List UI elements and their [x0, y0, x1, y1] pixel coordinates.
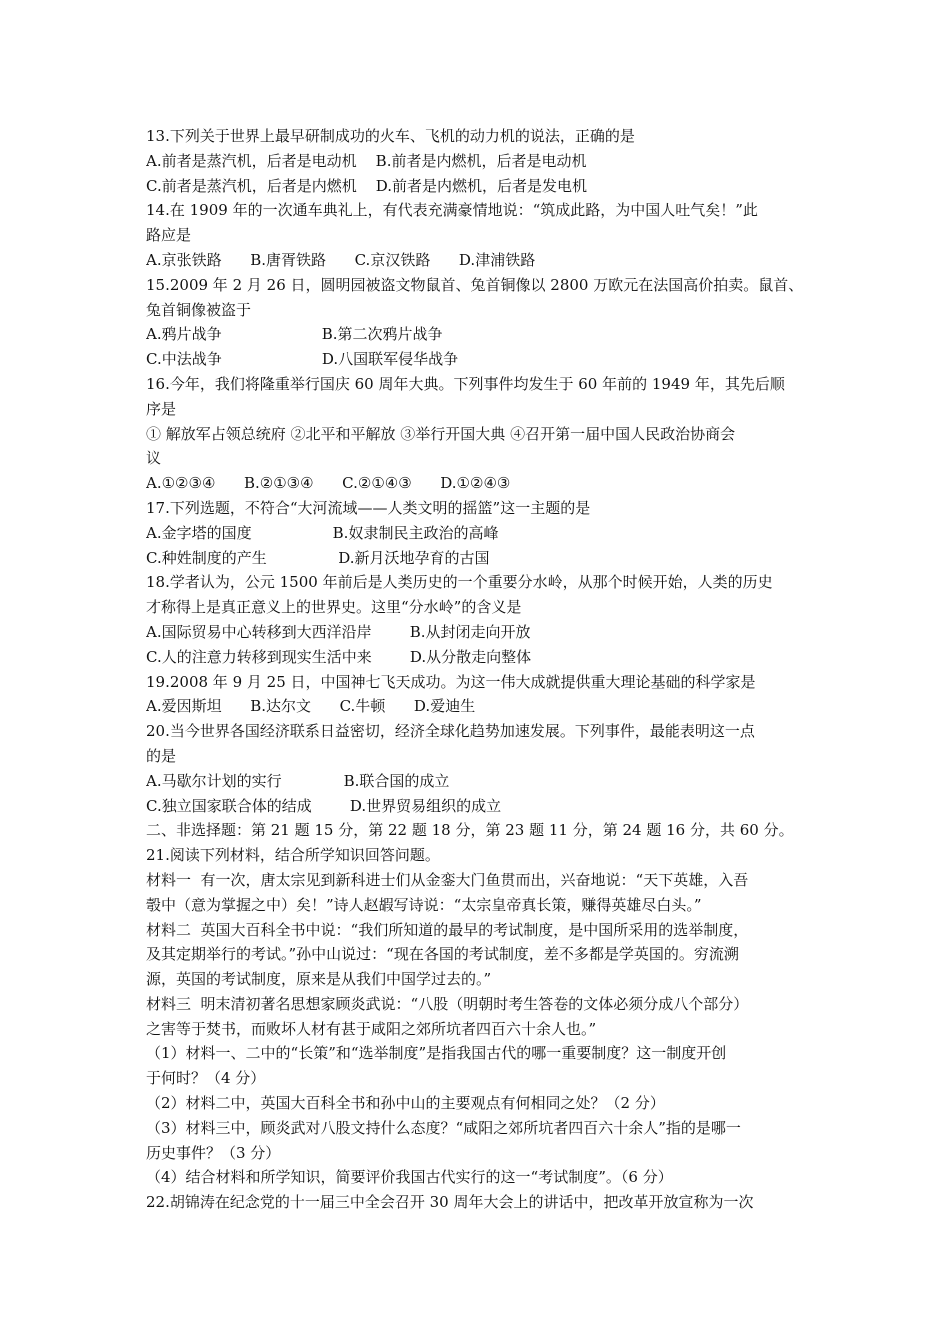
text-line-material-2: 材料二 英国大百科全书中说：“我们所知道的最早的考试制度，是中国所采用的选举制度，: [146, 920, 749, 939]
text-line-18-question-cont: 才称得上是真正意义上的世界史。这里“分水岭”的含义是: [146, 598, 522, 617]
text-line-21-sub-1-cont: 于何时？（4 分）: [146, 1069, 266, 1088]
text-line-20-question: 20.当今世界各国经济联系日益密切，经济全球化趋势加速发展。下列事件，最能表明这一点: [146, 722, 755, 741]
text-line-17-question: 17.下列选题，不符合“大河流域——人类文明的摇篮”这一主题的是: [146, 498, 591, 517]
text-line-13-question: 13.下列关于世界上最早研制成功的火车、飞机的动力机的说法，正确的是: [146, 127, 635, 145]
text-line-14-options: A.京张铁路 B.唐胥铁路 C.京汉铁路 D.津浦铁路: [146, 250, 536, 269]
text-line-20-options-cd: C.独立国家联合体的结成 D.世界贸易组织的成立: [146, 796, 502, 815]
text-line-material-1-cont: 彀中（意为掌握之中）矣！”诗人赵嘏写诗说：“太宗皇帝真长策，赚得英雄尽白头。”: [146, 895, 702, 914]
text-line-14-question-cont: 路应是: [146, 226, 192, 245]
text-line-material-3: 材料三 明末清初著名思想家顾炎武说：“八股（明朝时考生答卷的文体必须分成八个部分）: [146, 994, 749, 1013]
text-line-18-options-ab: A.国际贸易中心转移到大西洋沿岸 B.从封闭走向开放: [146, 622, 531, 641]
text-line-22-question: 22.胡锦涛在纪念党的十一届三中全会召开 30 周年大会上的讲话中，把改革开放宣称为一次: [146, 1193, 754, 1212]
text-line-17-options-ab: A.金字塔的国度 B.奴隶制民主政治的高峰: [146, 523, 499, 542]
text-line-16-options: A.①②③④ B.②①③④ C.②①④③ D.①②④③: [146, 474, 511, 493]
text-line-16-events: ① 解放军占领总统府 ②北平和平解放 ③举行开国大典 ④召开第一届中国人民政治协商会: [146, 424, 736, 443]
text-line-16-question-cont: 序是: [146, 399, 177, 418]
text-line-15-question-cont: 兔首铜像被盗于: [146, 300, 252, 319]
text-line-21-sub-3-cont: 历史事件？（3 分）: [146, 1143, 281, 1162]
text-line-material-2-cont2: 源，英国的考试制度，原来是从我们中国学过去的。”: [146, 970, 492, 989]
text-line-16-events-cont: 议: [146, 449, 162, 468]
text-line-18-options-cd: C.人的注意力转移到现实生活中来 D.从分散走向整体: [146, 647, 532, 666]
text-line-13-options-ab: A.前者是蒸汽机，后者是电动机 B.前者是内燃机，后者是电动机: [146, 151, 587, 170]
text-line-18-question: 18.学者认为，公元 1500 年前后是人类历史的一个重要分水岭，从那个时候开始，人类的历史: [146, 573, 773, 592]
text-line-19-options: A.爱因斯坦 B.达尔文 C.牛顿 D.爱迪生: [146, 697, 476, 716]
text-line-21-sub-2: （2）材料二中，英国大百科全书和孙中山的主要观点有何相同之处？（2 分）: [146, 1094, 665, 1113]
text-line-20-options-ab: A.马歇尔计划的实行 B.联合国的成立: [146, 771, 450, 790]
text-line-material-2-cont: 及其定期举行的考试。”孙中山说过：“现在各国的考试制度，差不多都是学英国的。穷流溯: [146, 945, 739, 964]
text-line-20-question-cont: 的是: [146, 746, 177, 765]
text-line-15-question: 15.2009 年 2 月 26 日，圆明园被盗文物鼠首、兔首铜像以 2800 万欧元在法国高价拍卖。鼠首、: [146, 275, 804, 294]
section-heading-non-choice: 二、非选择题：第 21 题 15 分，第 22 题 18 分，第 23 题 11 分，第 24 题 16 分，共 60 分。: [146, 821, 794, 840]
text-line-14-question: 14.在 1909 年的一次通车典礼上，有代表充满豪情地说：“筑成此路，为中国人吐气矣！”此: [146, 201, 758, 220]
text-line-15-options-cd: C.中法战争 D.八国联军侵华战争: [146, 350, 459, 369]
text-line-19-question: 19.2008 年 9 月 25 日，中国神七飞天成功。为这一伟大成就提供重大理论基础的科学家是: [146, 672, 756, 691]
text-line-15-options-ab: A.鸦片战争 B.第二次鸦片战争: [146, 325, 443, 344]
exam-text-body: [146, 124, 814, 1215]
text-line-21-question: 21.阅读下列材料，结合所学知识回答问题。: [146, 846, 440, 865]
text-line-21-sub-3: （3）材料三中，顾炎武对八股文持什么态度？“咸阳之郊所坑者四百六十余人”指的是哪一: [146, 1118, 741, 1137]
text-line-17-options-cd: C.种姓制度的产生 D.新月沃地孕育的古国: [146, 548, 490, 567]
text-line-material-1: 材料一 有一次，唐太宗见到新科进士们从金銮大门鱼贯而出，兴奋地说：“天下英雄，入吾: [146, 870, 749, 889]
text-line-material-3-cont: 之害等于焚书，而败坏人材有甚于咸阳之郊所坑者四百六十余人也。”: [146, 1019, 597, 1038]
text-line-13-options-cd: C.前者是蒸汽机，后者是内燃机 D.前者是内燃机，后者是发电机: [146, 176, 588, 195]
text-line-21-sub-1: （1）材料一、二中的“长策”和“选举制度”是指我国古代的哪一重要制度？这一制度开创: [146, 1044, 727, 1063]
text-line-16-question: 16.今年，我们将隆重举行国庆 60 周年大典。下列事件均发生于 60 年前的 1949 年，其先后顺: [146, 374, 785, 393]
text-line-21-sub-4: （4）结合材料和所学知识，简要评价我国古代实行的这一“考试制度”。（6 分）: [146, 1168, 673, 1187]
